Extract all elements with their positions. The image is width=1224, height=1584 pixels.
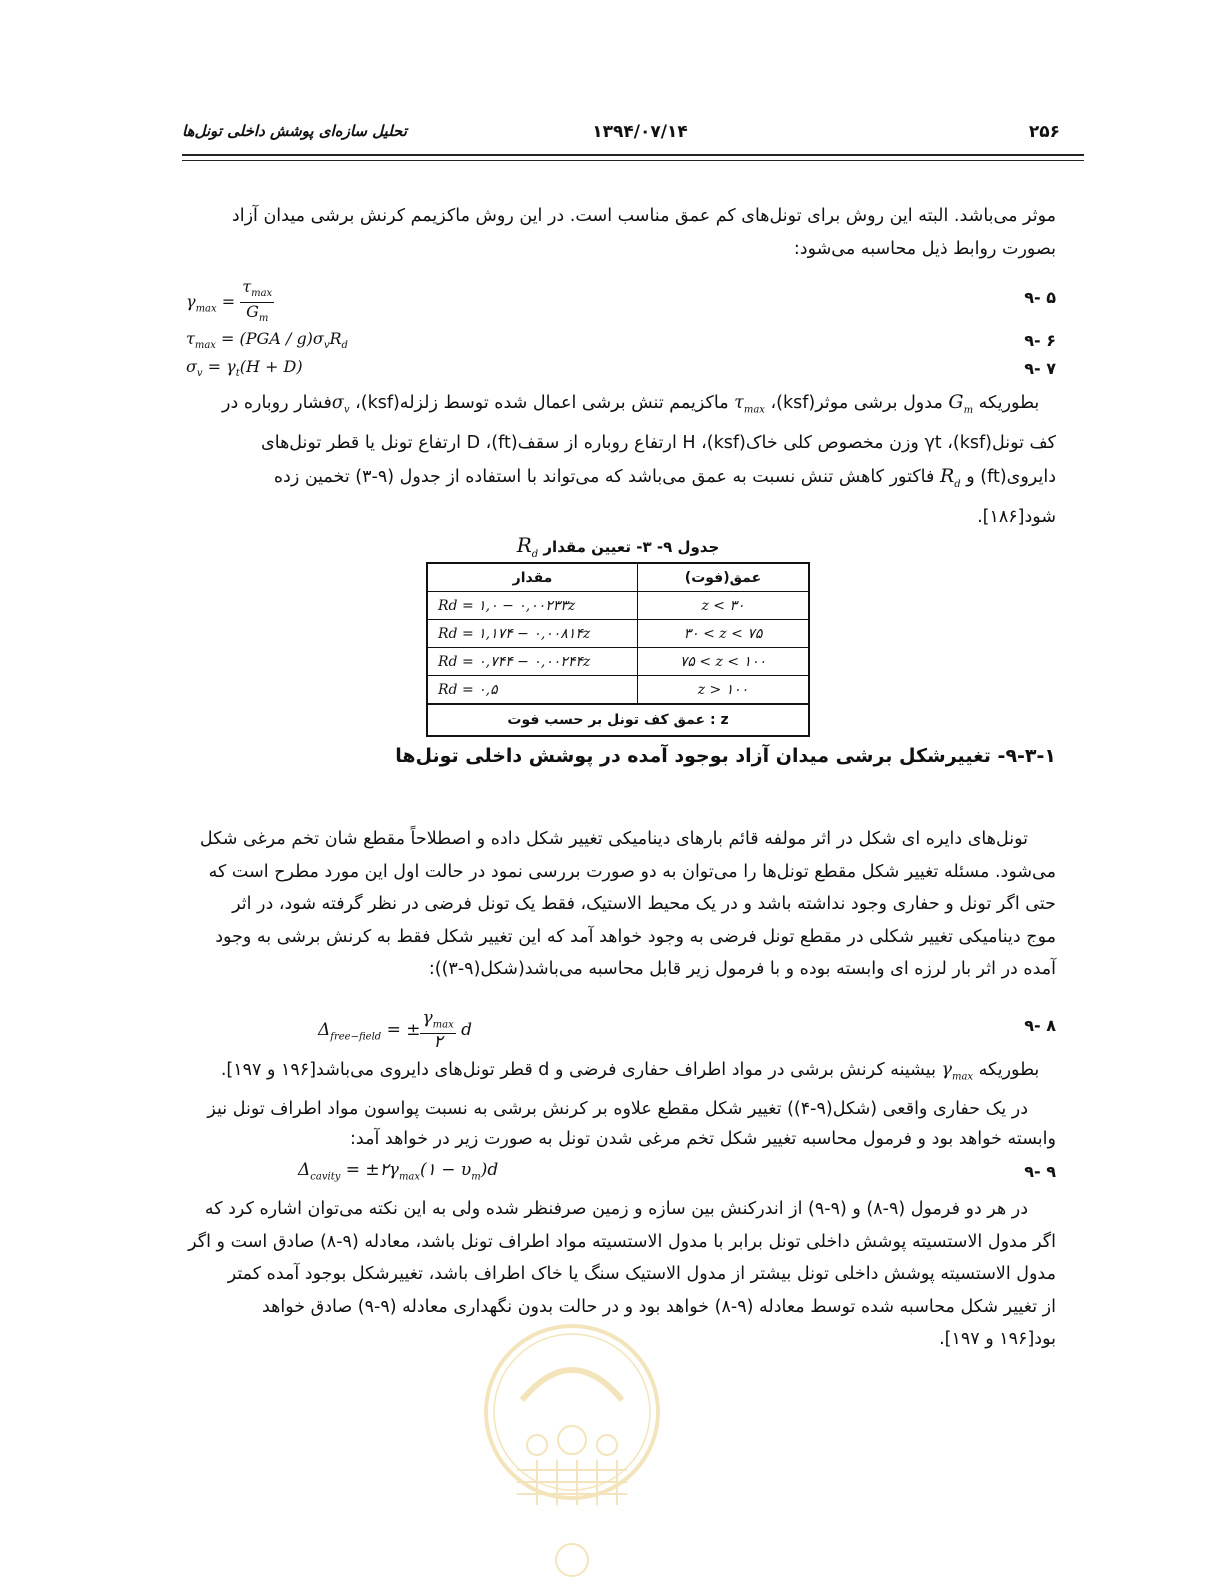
header-rule-thin	[182, 160, 1084, 161]
table-cell-depth: z < ۳۰	[638, 592, 810, 620]
table-cell-depth: ۳۰ < z < ۷۵	[638, 620, 810, 648]
caption-symbol: $R_d$	[516, 533, 539, 560]
equation-9-8: $\Delta_{free-field}$ = ± $\frac{\gamma_{max}}{۲}$ d	[318, 1008, 473, 1053]
table-cell-depth: ۷۵ < z < ۱۰۰	[638, 648, 810, 676]
table-cell-value: Rd = ۰,۷۴۴ − ۰,۰۰۲۴۴z	[427, 648, 638, 676]
table-cell-value: Rd = ۰,۵	[427, 676, 638, 705]
paragraph-line: موج دینامیکی تغییر شکلی در مقطع تونل فرضی به وجود خواهد آمد که این تغییر شکل فقط به کرنش برشی به وجود	[215, 926, 1056, 947]
paragraph-line: در هر دو فرمول (۹-۸) و (۹-۹) از اندرکنش بین سازه و زمین صرفنظر شده ولی به این نکته می‌توان اشاره کرد که	[204, 1199, 1028, 1219]
definitions-text: فاکتور کاهش تنش نسبت به عمق می‌باشد که می‌تواند با استفاده از جدول (۹-۳) تخمین زده	[273, 466, 935, 487]
header-title: تحلیل سازه‌ای پوشش داخلی تونل‌ها	[182, 122, 407, 140]
table-footer-row	[427, 704, 809, 736]
definitions-line: کف تونل(ksf)، γt وزن مخصوص کلی خاک(ksf)، H ارتفاع روباره از سقف(ft)، D ارتفاع تونل یا قطر تونل‌های	[261, 433, 1056, 454]
paragraph-line: در یک حفاری واقعی (شکل(۹-۴)) تغییر شکل مقطع علاوه بر کرنش برشی به نسبت پواسون مواد اطراف تونل نیز	[207, 1099, 1028, 1119]
equation-number: ۹- ۸	[1024, 1016, 1056, 1035]
intro-line: موثر می‌باشد. البته این روش برای تونل‌های کم عمق مناسب است. در این روش ماکزیمم کرنش برشی میدان آزاد	[231, 206, 1056, 226]
rd-table	[426, 562, 810, 737]
table-row	[427, 676, 809, 705]
definitions-line: بطوریکه $G_m$ مدول برشی موثر(ksf)، $\tau_{max}$ ماکزیمم تنش برشی اعمال شده توسط زلزله(ksf)، $\sigma_vفشار$ روباره در	[222, 391, 1040, 416]
definitions-line: شود[۱۸۶].	[977, 507, 1056, 528]
table-caption	[426, 533, 810, 560]
paragraph-line: می‌شود. مسئله تغییر شکل مقطع تونل‌ها را می‌توان به دو صورت بررسی نمود در حالت اول این مورد مطرح است که	[208, 861, 1056, 882]
definitions-text: دایروی(ft) و	[966, 466, 1056, 487]
definitions-line: دایروی(ft) و $R_d$ فاکتور کاهش تنش نسبت به عمق می‌باشد که می‌تواند با استفاده از جدول (۹-۳) تخمین زده	[273, 464, 1056, 490]
table-header-value: مقدار	[427, 563, 638, 592]
paragraph-real-excavation	[184, 1094, 1056, 1154]
equation-number: ۹- ۵	[1024, 288, 1056, 307]
table-header-depth: عمق(فوت)	[638, 563, 810, 592]
definitions-text: فشار روباره در	[222, 393, 332, 413]
definitions-2	[184, 1054, 1056, 1094]
paragraph-line: مدول الاستسیته پوشش داخلی تونل بیشتر از مدول الاستیک سنگ یا خاک اطراف باشد، تغییرشکل بوجود آمده کمتر	[227, 1264, 1056, 1284]
paragraph-shear-deformation	[184, 823, 1056, 986]
equation-number: ۹- ۶	[1024, 331, 1056, 350]
paragraph-line: آمده در اثر بار لرزه ای وابسته بوده و با فرمول زیر قابل محاسبه می‌باشد(شکل(۹-۳)):	[428, 959, 1056, 979]
intro-paragraph	[184, 200, 1056, 265]
watermark-seal	[482, 1320, 662, 1580]
header-date: ۱۳۹۴/۰۷/۱۴	[592, 122, 688, 142]
section-heading: ۹-۳-۱- تغییرشکل برشی میدان آزاد بوجود آمده در پوشش داخلی تونل‌ها	[395, 745, 1056, 767]
table-cell-depth: z > ۱۰۰	[638, 676, 810, 705]
paragraph-line: تونل‌های دایره ای شکل در اثر مولفه قائم بارهای دینامیکی تغییر شکل داده و اصطلاحاً مقطع شان تخم مرغی شکل	[199, 829, 1028, 849]
equation-number: ۹- ۹	[1024, 1162, 1056, 1181]
table-row	[427, 648, 809, 676]
paragraph-line: حتی اگر تونل و حفاری وجود نداشته باشد و در یک محیط الاستیک، فقط یک تونل فرضی در نظر گرفته شود، در اثر	[232, 894, 1056, 914]
paragraph-line: اگر مدول الاستسیته پوشش داخلی تونل برابر با مدول الاستسیته مواد اطراف تونل باشد، معادله (۹-۸) صادق است و اگر	[188, 1231, 1056, 1252]
paragraph-line: بود[۱۹۶ و ۱۹۷].	[939, 1329, 1056, 1349]
caption-text: جدول ۹- ۳- تعیین مقدار	[543, 538, 720, 556]
definitions-paragraph	[184, 386, 1056, 534]
equation-9-7: $\sigma_v = \gamma_t(H + D)$	[186, 357, 303, 380]
table-row	[427, 620, 809, 648]
table-cell-value: Rd = ۱,۰ − ۰,۰۰۲۳۳z	[427, 592, 638, 620]
definitions-text: مدول برشی موثر(ksf)،	[770, 393, 943, 413]
definitions-line: بطوریکه $\gamma_{max}$ بیشینه کرنش برشی در مواد اطراف حفاری فرضی و d قطر تونل‌های دایروی می‌باشد[۱۹۶ و ۱۹۷].	[220, 1060, 1040, 1083]
definitions-text: ماکزیمم تنش برشی اعمال شده توسط زلزله(ksf)،	[355, 393, 729, 413]
equation-9-9: $\Delta_{cavity}$ = $\pm ۲\gamma_{max}(۱ - \upsilon_m)d$	[298, 1160, 499, 1183]
table-cell-value: Rd = ۱,۱۷۴ − ۰,۰۰۸۱۴z	[427, 620, 638, 648]
equation-9-5: $\gamma_{max}$ = $\frac{\tau_{max}}{G_m}$	[186, 277, 273, 325]
definitions-text: بیشینه کرنش برشی در مواد اطراف حفاری فرضی و d قطر تونل‌های دایروی می‌باشد[۱۹۶ و ۱۹۷].	[220, 1060, 936, 1080]
page-number: ۲۵۶	[1028, 122, 1060, 142]
table-row	[427, 592, 809, 620]
header-rule	[182, 154, 1084, 156]
definitions-word: بطوریکه	[978, 1060, 1040, 1080]
paragraph-line: از تغییر شکل محاسبه شده توسط معادله (۹-۸) خواهد بود و در حالت بدون نگهداری معادله (۹-۹) صادق خواهد	[261, 1296, 1056, 1317]
paragraph-line: وابسته خواهد بود و فرمول محاسبه تغییر شکل تخم مرغی شدن تونل به صورت زیر در خواهد آمد:	[350, 1129, 1056, 1149]
definitions-word: بطوریکه	[978, 393, 1040, 413]
table-footer: z : عمق کف تونل بر حسب فوت	[427, 704, 809, 736]
equation-9-6: $\tau_{max} = (PGA / g)\sigma_vR_d$	[186, 329, 348, 352]
intro-line: بصورت روابط ذیل محاسبه می‌شود:	[793, 238, 1056, 259]
equation-number: ۹- ۷	[1024, 359, 1056, 378]
